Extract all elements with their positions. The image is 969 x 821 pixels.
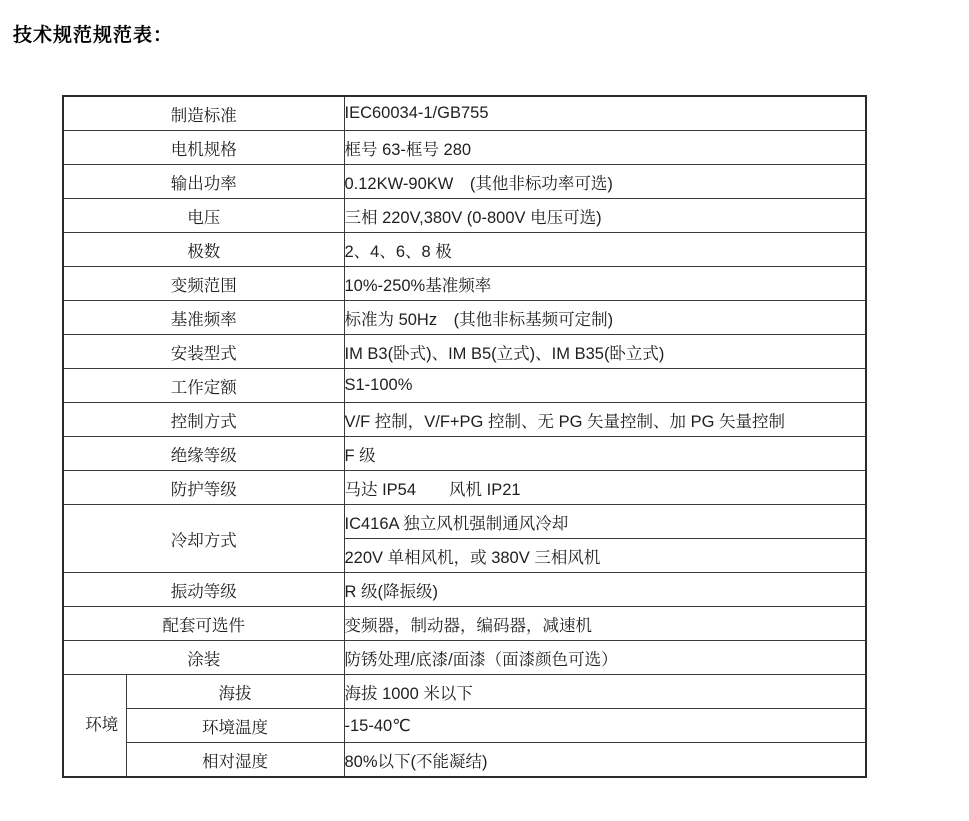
row-value: 标准为 50Hz (其他非标基频可定制) (344, 301, 866, 335)
row-label: 相对湿度 (126, 743, 344, 778)
row-label: 电压 (63, 199, 344, 233)
row-label: 变频范围 (63, 267, 344, 301)
row-label: 输出功率 (63, 165, 344, 199)
row-value: IC416A 独立风机强制通风冷却 (344, 505, 866, 539)
row-label: 绝缘等级 (63, 437, 344, 471)
table-row (63, 131, 866, 165)
table-row (63, 233, 866, 267)
row-label: 冷却方式 (63, 505, 344, 573)
row-value: 马达 IP54 风机 IP21 (344, 471, 866, 505)
table-row-cooling (63, 505, 866, 539)
row-label: 配套可选件 (63, 607, 344, 641)
row-label: 制造标准 (63, 96, 344, 131)
table-row (63, 471, 866, 505)
row-label: 基准频率 (63, 301, 344, 335)
row-label: 海拔 (126, 675, 344, 709)
table-row (63, 573, 866, 607)
row-value: 0.12KW-90KW (其他非标功率可选) (344, 165, 866, 199)
table-row-environment (63, 743, 866, 778)
table-row (63, 301, 866, 335)
spec-table (62, 95, 867, 778)
row-label: 振动等级 (63, 573, 344, 607)
row-value: 变频器，制动器，编码器，减速机 (344, 607, 866, 641)
page-title: 技术规范规范表： (13, 25, 174, 46)
environment-group-label-text: 环境 (85, 716, 119, 735)
table-row (63, 403, 866, 437)
table-row (63, 96, 866, 131)
row-value: 防锈处理/底漆/面漆（面漆颜色可选） (344, 641, 866, 675)
table-row-environment (63, 709, 866, 743)
row-label: 工作定额 (63, 369, 344, 403)
row-value: 80%以下(不能凝结) (344, 743, 866, 778)
table-row (63, 369, 866, 403)
row-value: IEC60034-1/GB755 (344, 96, 866, 131)
table-row (63, 199, 866, 233)
row-value: 2、4、6、8 极 (344, 233, 866, 267)
row-value: IM B3(卧式)、IM B5(立式)、IM B35(卧立式) (344, 335, 866, 369)
row-label: 防护等级 (63, 471, 344, 505)
table-row (63, 267, 866, 301)
row-value: V/F 控制，V/F+PG 控制、无 PG 矢量控制、加 PG 矢量控制 (344, 403, 866, 437)
row-label: 安装型式 (63, 335, 344, 369)
table-row-environment (63, 675, 866, 709)
row-value: F 级 (344, 437, 866, 471)
row-label: 电机规格 (63, 131, 344, 165)
row-label: 环境温度 (126, 709, 344, 743)
row-value: S1-100% (344, 369, 866, 403)
row-value: 三相 220V,380V (0-800V 电压可选) (344, 199, 866, 233)
table-row (63, 165, 866, 199)
table-row (63, 607, 866, 641)
row-value: 海拔 1000 米以下 (344, 675, 866, 709)
row-label: 控制方式 (63, 403, 344, 437)
table-row (63, 335, 866, 369)
table-row (63, 437, 866, 471)
table-row (63, 641, 866, 675)
environment-group-label (63, 675, 126, 778)
row-value: -15-40℃ (344, 709, 866, 743)
row-value: 10%-250%基准频率 (344, 267, 866, 301)
row-label: 涂装 (63, 641, 344, 675)
row-value: 框号 63-框号 280 (344, 131, 866, 165)
row-value: 220V 单相风机，或 380V 三相风机 (344, 539, 866, 573)
row-value: R 级(降振级) (344, 573, 866, 607)
row-label: 极数 (63, 233, 344, 267)
